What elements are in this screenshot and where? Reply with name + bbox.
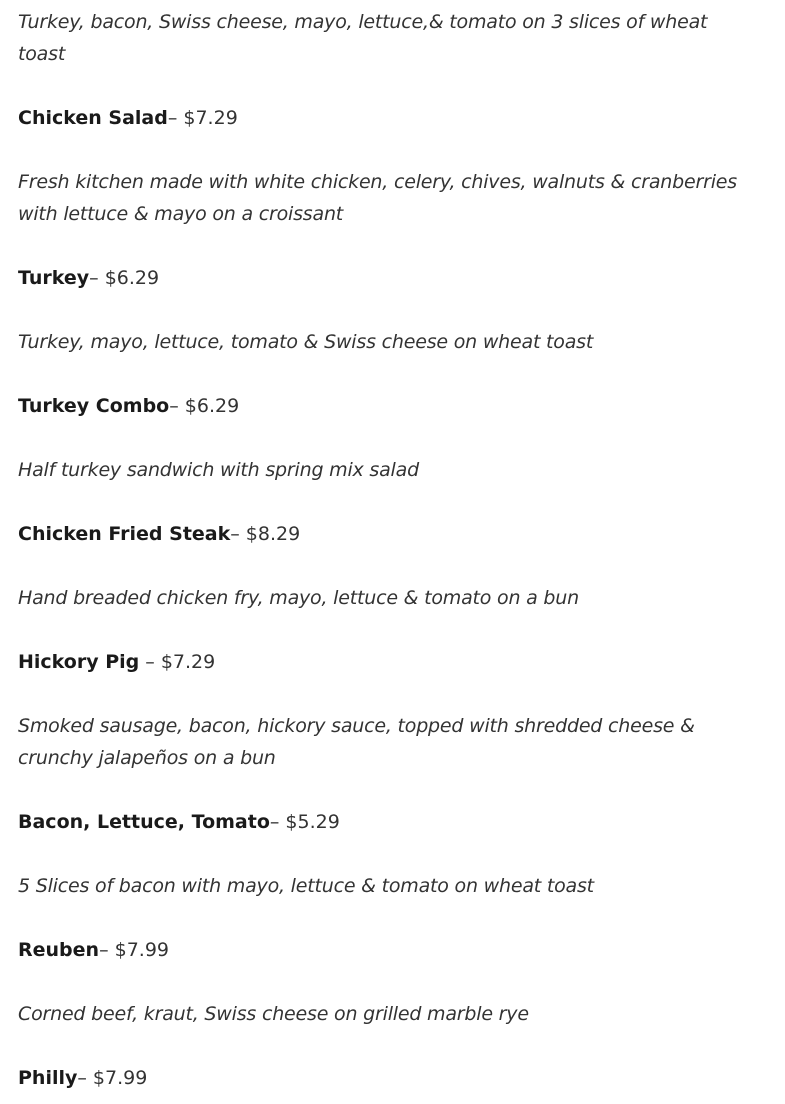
item-price: – $5.29: [269, 811, 340, 833]
menu-item-turkey-combo: [18, 390, 758, 422]
item-name: Philly: [18, 1067, 78, 1089]
item-price: – $7.29: [167, 107, 238, 129]
item-description: 5 Slices of bacon with mayo, lettuce & tomato on wheat toast: [18, 875, 594, 897]
item-name: Reuben: [18, 939, 100, 961]
menu-list: [18, 6, 758, 1094]
item-description: Smoked sausage, bacon, hickory sauce, topped with shredded cheese & crunchy jalapeños on a bun: [18, 715, 695, 769]
item-price: – $8.29: [230, 523, 301, 545]
menu-item-chicken-fried-steak: [18, 518, 758, 550]
menu-item-reuben: [18, 934, 758, 966]
item-price: – $7.29: [139, 651, 216, 673]
item-description: Turkey, mayo, lettuce, tomato & Swiss cheese on wheat toast: [18, 331, 594, 353]
item-name: Hickory Pig: [18, 651, 140, 673]
menu-item-philly: [18, 1062, 758, 1094]
item-name: Turkey Combo: [18, 395, 170, 417]
item-description: Turkey, bacon, Swiss cheese, mayo, lettuce,& tomato on 3 slices of wheat toast: [18, 11, 708, 65]
menu-item-hickory-pig: [18, 646, 758, 678]
item-description: Half turkey sandwich with spring mix salad: [18, 459, 419, 481]
item-price: – $6.29: [89, 267, 160, 289]
item-name: Bacon, Lettuce, Tomato: [18, 811, 270, 833]
menu-item-blt: [18, 806, 758, 838]
item-price: – $6.29: [169, 395, 240, 417]
item-name: Turkey: [18, 267, 90, 289]
menu-item-turkey: [18, 262, 758, 294]
item-name: Chicken Fried Steak: [18, 523, 231, 545]
item-name: Chicken Salad: [18, 107, 168, 129]
item-description: Fresh kitchen made with white chicken, celery, chives, walnuts & cranberries with lettuce & mayo on a croissant: [18, 171, 737, 225]
item-description: Hand breaded chicken fry, mayo, lettuce & tomato on a bun: [18, 587, 579, 609]
menu-item-chicken-salad: [18, 102, 758, 134]
item-price: – $7.99: [77, 1067, 148, 1089]
item-price: – $7.99: [99, 939, 169, 961]
item-description: Corned beef, kraut, Swiss cheese on grilled marble rye: [18, 1003, 529, 1025]
